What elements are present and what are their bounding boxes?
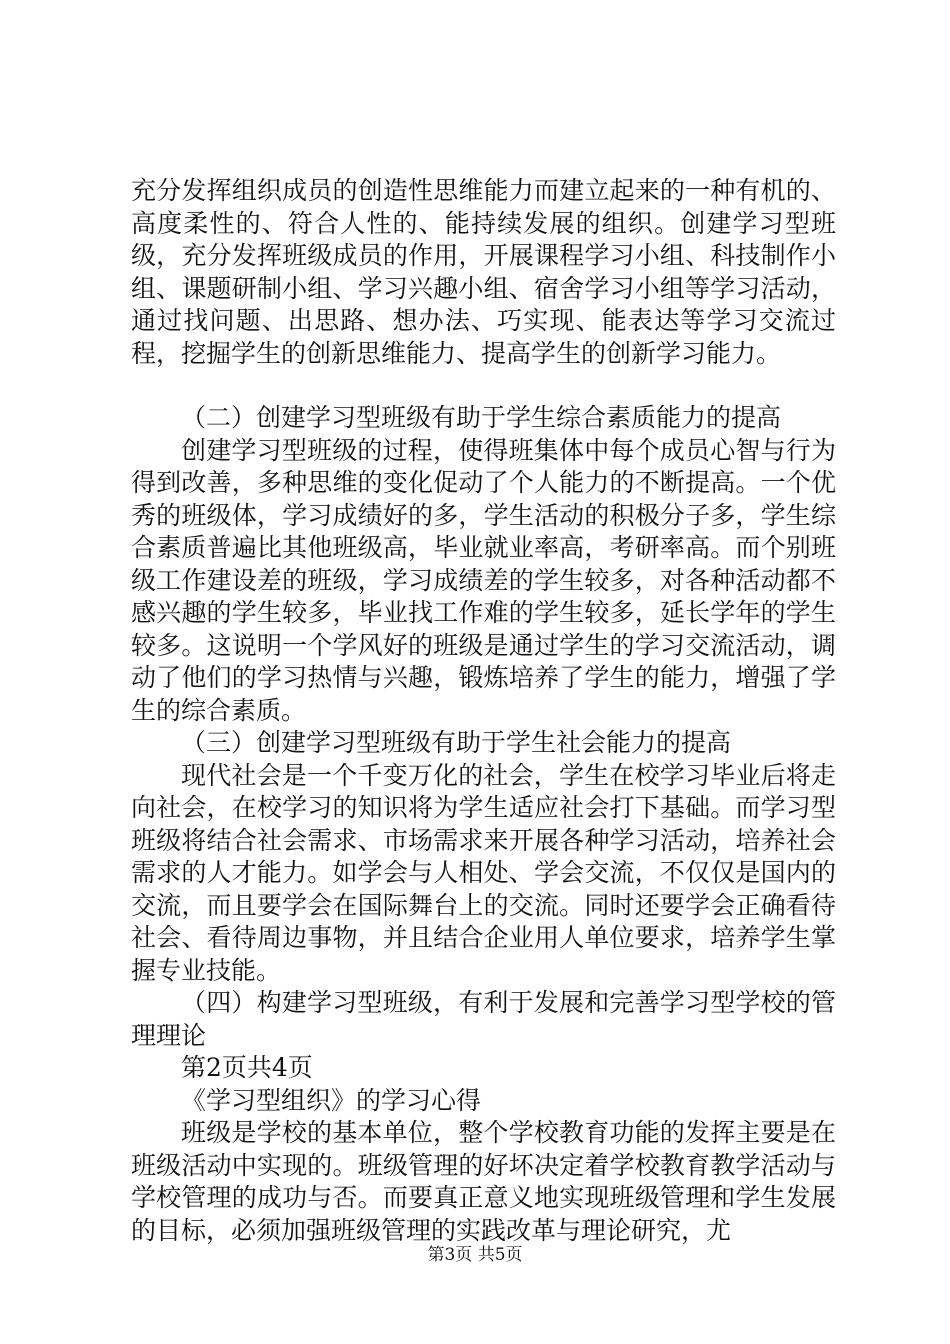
inline-page-marker: 第2页共4页 [181, 1053, 313, 1082]
paragraph-society: 现代社会是一个千变万化的社会，学生在校学习毕业后将走向社会，在校学习的知识将为学生适应社会打下基础。而学习型班级将结合社会需求、市场需求来开展各种学习活动，培养社会需求的人才能力。如学会与人相处、学会交流，不仅仅是国内的交流，而且要学会在国际舞台上的交流。同时还要学会正确看待社会、看待周边事物，并且结合企业用人单位要求，培养学生掌握专业技能。 [131, 760, 836, 985]
section-heading-2: （二）创建学习型班级有助于学生综合素质能力的提高 [181, 403, 782, 432]
section-heading-4: （四）构建学习型班级，有利于发展和完善学习型学校的管理理论 [131, 988, 836, 1050]
document-body [131, 175, 836, 1247]
paragraph-innovation: 充分发挥组织成员的创造性思维能力而建立起来的一种有机的、高度柔性的、符合人性的、能持续发展的组织。创建学习型班级，充分发挥班级成员的作用，开展课程学习小组、科技制作小组、课题研制小组、学习兴趣小组、宿舍学习小组等学习活动，通过找问题、出思路、想办法、巧实现、能表达等学习交流过程，挖掘学生的创新思维能力、提高学生的创新学习能力。 [131, 176, 836, 368]
page-footer: 第3页 共5页 [427, 1245, 523, 1265]
paragraph-quality: 创建学习型班级的过程，使得班集体中每个成员心智与行为得到改善，多种思维的变化促动了个人能力的不断提高。一个优秀的班级体，学习成绩好的多，学生活动的积极分子多，学生综合素质普遍比其他班级高，毕业就业率高，考研率高。而个别班级工作建设差的班级，学习成绩差的学生较多，对各种活动都不感兴趣的学生较多，毕业找工作难的学生较多，延长学年的学生较多。这说明一个学风好的班级是通过学生的学习交流活动，调动了他们的学习热情与兴趣，锻炼培养了学生的能力，增强了学生的综合素质。 [131, 435, 836, 725]
section-heading-3: （三）创建学习型班级有助于学生社会能力的提高 [181, 728, 732, 757]
inline-article-title: 《学习型组织》的学习心得 [181, 1085, 482, 1115]
paragraph-class-management: 班级是学校的基本单位，整个学校教育功能的发挥主要是在班级活动中实现的。班级管理的好坏决定着学校教育教学活动与学校管理的成功与否。而要真正意义地实现班级管理和学生发展的目标，必须加强班级管理的实践改革与理论研究，尤 [131, 1118, 836, 1245]
